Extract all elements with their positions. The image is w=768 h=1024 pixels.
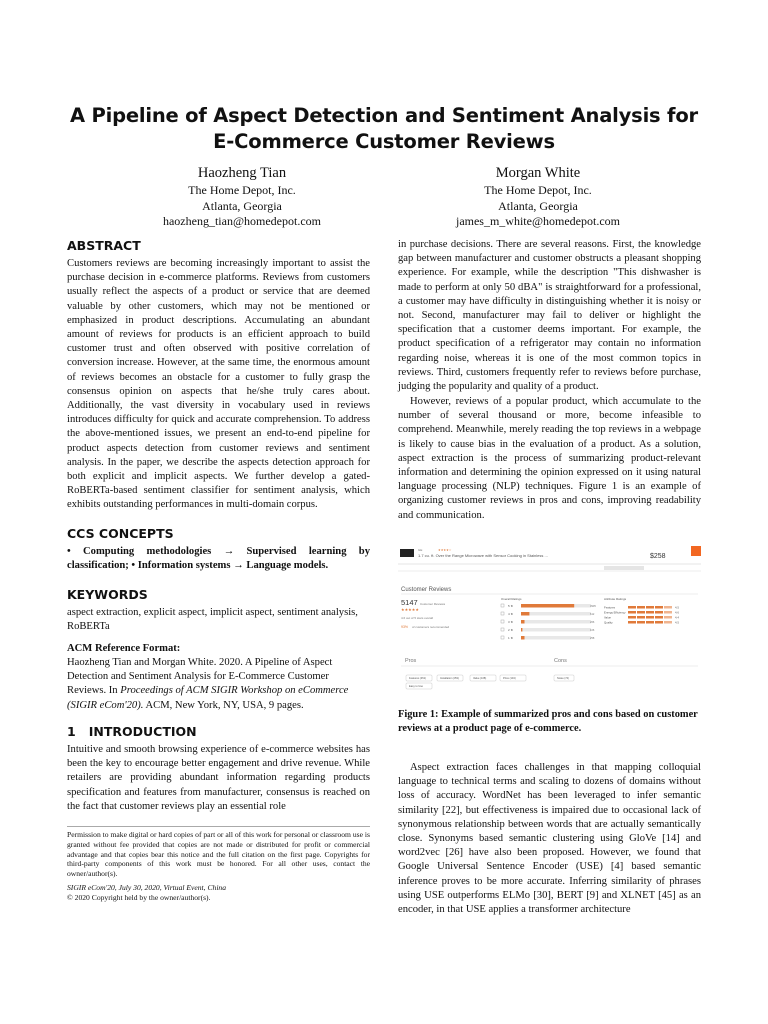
attribute-rows (604, 606, 679, 625)
attribute-name: Quality (604, 620, 613, 625)
keywords-text: aspect extraction, explicit aspect, implicit aspect, sentiment analysis, RoBERTa (67, 607, 358, 633)
attribute-score: 4.5 (675, 605, 679, 610)
author-block-2 (388, 164, 688, 230)
rating-star-label: 4 ★ (508, 612, 514, 616)
attribute-score: 4.6 (675, 610, 679, 615)
rating-count: 258 (590, 637, 595, 640)
attribute-score: 4.5 (675, 620, 679, 625)
pro-tags (406, 675, 526, 689)
pros-label: Pros (405, 658, 417, 664)
attribute-segment (637, 616, 645, 619)
acm-ref-text (67, 656, 370, 713)
recommend-pct: 93% (401, 625, 409, 629)
rating-star-label: 2 ★ (508, 628, 514, 632)
attribute-score: 4.4 (675, 615, 679, 620)
author-email: james_m_white@homedepot.com (455, 214, 620, 228)
reviews-title: Customer Reviews (401, 587, 452, 593)
intro-heading: 1 INTRODUCTION (67, 724, 197, 739)
footnote-text: Permission to make digital or hard copies of part or all of this work for personal or classroom use is granted without fee provided that copies are not made or distributed for profit or commercial advantage and that copies bear this notice and the full citation on the first page. Copyrights for third-party components of this work must be honored. For all other uses, contact the owner/author(s). (67, 830, 370, 879)
attribute-segment (628, 616, 636, 619)
ccs-heading: CCS CONCEPTS (67, 526, 174, 541)
attribute-segment (637, 606, 645, 609)
recommend-label: of customers recommended (412, 625, 450, 629)
figure-caption: Figure 1: Example of summarized pros and cons based on customer reviews at a product page of e-commerce. (398, 709, 698, 734)
overall-label: Overall Ratings (501, 597, 522, 601)
rating-checkbox (501, 612, 504, 615)
attribute-segment (664, 621, 672, 624)
acm-ref-tail: ACM, New York, NY, USA, 9 pages. (145, 699, 304, 711)
pro-tag-label: Value (108) (473, 677, 487, 680)
rating-checkbox (501, 620, 504, 623)
acm-ref-heading: ACM Reference Format: (67, 643, 181, 654)
footnote-copyright: © 2020 Copyright held by the owner/author(s). (67, 893, 211, 902)
figure-1 (398, 542, 701, 692)
attribute-segment (655, 621, 663, 624)
right-para-3: Aspect extraction faces challenges in that mapping colloquial language to technical terms and scaling to dozens of domains without loss of accuracy. WordNet has been leveraged to infer semantic similarity [22], but effectiveness is impaired due to occasional lack of synonymous relationship between words that are actually semantically close. Synonyms based semantic clustering using GloVe [14] and word2vec [26] have also been proposed. However, we found that Google Universal Sentence Encoder (USE) [4] based semantic inference proves to be more accurate. Inferring similarity of phrases using USE outperforms ELMo [30], BERT [9] and XLNET [45] as an encoder, in that USE applies a transformer architecture (398, 762, 701, 916)
attribute-name: Features (604, 605, 616, 610)
attribute-segment (655, 606, 663, 609)
right-para-1: in purchase decisions. There are several reasons. First, the knowledge gap between manufacturer and customer obstructs a pleasant shopping experience. For example, while the description "This dishwasher is made to perform at only 50 dBA" is straightforward for a professional, a customer may have difficulty in distinguishing whether it is noisy or not. Second, manufacturer may fail to deliver or highlight the specification that a customer deems important. For example, the product specification of a refrigerator may contain no information regarding noise, whereas it is one of the most common topics in reviews. Third, customers frequently refer to reviews before purchase, judging the popularity and quality of a product. (398, 239, 701, 393)
attribute-segment (637, 611, 645, 614)
author-location: Atlanta, Georgia (202, 198, 282, 213)
rating-bar-track (521, 612, 591, 616)
author-email: haozheng_tian@homedepot.com (162, 214, 321, 228)
author-org: The Home Depot, Inc. (188, 183, 296, 197)
rating-count: 106 (590, 629, 595, 632)
pro-tag-label: Features (451) (409, 677, 427, 680)
attribute-segment (646, 606, 654, 609)
attribute-segment (628, 611, 636, 614)
rating-star-label: 5 ★ (508, 604, 514, 608)
attribute-segment (628, 621, 636, 624)
pro-tag-label: Easy to Use (409, 685, 423, 688)
ccs-text: • Computing methodologies → Supervised learning by classification; • Information systems → Language models. (67, 546, 370, 572)
product-thumbnail (400, 549, 414, 557)
rating-bar (521, 612, 529, 616)
svg-text:★★★★★: ★★★★★ (401, 607, 419, 612)
abstract-text: Customers reviews are becoming increasingly important to assist the purchase decision in e-commerce platforms. Reviews from customers usually reflect the aspects of a product or service that are deemed valuable by other customers, which may not be mentioned or emphasized in product descriptions. Accumulating an abundant amount of reviews for products is an efficient approach to build customer trust and often observed with positive correlation of conversion increase. However, at the same time, the enormous amount of reviews becomes an obstacle for a customer to fully grasp the consensus opinion on aspects that he/she truly cares about. Additionally, the vast diversity in vocabulary used in reviews introduces difficulty for quick and accurate comprehension. To address the above-mentioned issues, we present an end-to-end pipeline for product aspects detection from customer reviews and sentiment analysis. In the paper, we describe the aspects detection approach for both explicit and implicit aspects. We further develop a gated-RoBERTa-based sentiment classifier for sentiment analysis, which exhibits outstanding performances in multi-domain corpus. (67, 258, 370, 511)
rating-bar (521, 604, 574, 608)
orange-logo (691, 546, 701, 556)
rating-count: 3905 (590, 605, 596, 608)
rating-bars (501, 604, 596, 640)
rating-checkbox (501, 604, 504, 607)
attribute-segment (646, 616, 654, 619)
author-block-1 (92, 164, 392, 230)
con-tags (554, 675, 574, 681)
author-org: The Home Depot, Inc. (484, 183, 592, 197)
attribute-segment (637, 621, 645, 624)
con-tag-label: Noise (74) (557, 677, 569, 680)
title-line-1: A Pipeline of Aspect Detection and Sentiment Analysis for (70, 104, 698, 127)
keywords-heading: KEYWORDS (67, 587, 148, 602)
rating-bar-track (521, 628, 591, 632)
rating-bar (521, 636, 525, 640)
attribute-name: Value (604, 615, 611, 620)
price: $258 (650, 553, 666, 560)
author-name: Haozheng Tian (197, 165, 287, 181)
pro-tag-label: Price (104) (503, 677, 516, 680)
abstract-heading: ABSTRACT (67, 238, 141, 253)
rating-bar-track (521, 636, 591, 640)
title-line-2: E-Commerce Customer Reviews (213, 130, 555, 153)
avg-label: 4.6 out of 5 stars overall (401, 616, 434, 620)
paper-title (40, 103, 728, 155)
product-line: 1.7 cu. ft. Over the Range Microwave with Sensor Cooking in Stainless ... (418, 553, 548, 558)
review-count: 5147 (401, 598, 418, 607)
cons-label: Cons (554, 658, 567, 664)
rating-checkbox (501, 628, 504, 631)
footnote-venue: SIGIR eCom'20, July 30, 2020, Virtual Event, China (67, 883, 227, 892)
rating-star-label: 1 ★ (508, 636, 514, 640)
rating-count: 266 (590, 621, 595, 624)
right-para-2: However, reviews of a popular product, which accumulate to the number of several thousand or more, become infeasible to comprehend. Meanwhile, merely reading the top reviews in a webpage is likely to cause bias in the evaluation of a product. As a solution, aspect extraction is the process of summarizing product-relevant information and determining the opinion expressed on it using natural language processing (NLP) techniques. Figure 1 is an example of organizing customer reviews in pros and cons, improving readability and communication. (398, 396, 701, 521)
attribute-segment (664, 611, 672, 614)
svg-text:★★★★☆: ★★★★☆ (438, 548, 452, 552)
rating-bar (521, 628, 522, 632)
attr-label: Attribute Ratings (604, 597, 627, 601)
svg-text:GE: GE (418, 548, 423, 552)
rating-star-label: 3 ★ (508, 620, 514, 624)
author-location: Atlanta, Georgia (498, 198, 578, 213)
figure-1-image (398, 542, 701, 692)
attribute-segment (655, 616, 663, 619)
author-name: Morgan White (495, 165, 581, 181)
acm-ref-venue: Proceedings of ACM SIGIR Workshop on eCommerce (SIGIR eCom'20). (67, 685, 349, 711)
attribute-segment (655, 611, 663, 614)
rating-bar-track (521, 620, 591, 624)
rating-count: 612 (590, 613, 595, 616)
acm-ref-plain: Haozheng Tian and Morgan White. 2020. A Pipeline of Aspect Detection and Sentiment Analysis for E-Commerce Customer Reviews. In (67, 657, 333, 697)
rating-checkbox (501, 636, 504, 639)
attribute-segment (628, 606, 636, 609)
pro-tag-label: Installation (351) (440, 677, 460, 680)
attribute-segment (664, 616, 672, 619)
attribute-name: Energy Efficiency (604, 610, 626, 615)
rating-bar (521, 620, 525, 624)
attribute-segment (646, 621, 654, 624)
review-count-label: Customer Reviews (420, 602, 446, 606)
attribute-segment (664, 606, 672, 609)
footnote-divider (67, 826, 370, 827)
intro-text: Intuitive and smooth browsing experience of e-commerce websites has been the key to encourage better engagement and drive revenue. While retailers are providing abundant information regarding products specification and features from manufacturer, consensus is reached on the fact that customer reviews play an essential role (67, 744, 370, 812)
attribute-segment (646, 611, 654, 614)
